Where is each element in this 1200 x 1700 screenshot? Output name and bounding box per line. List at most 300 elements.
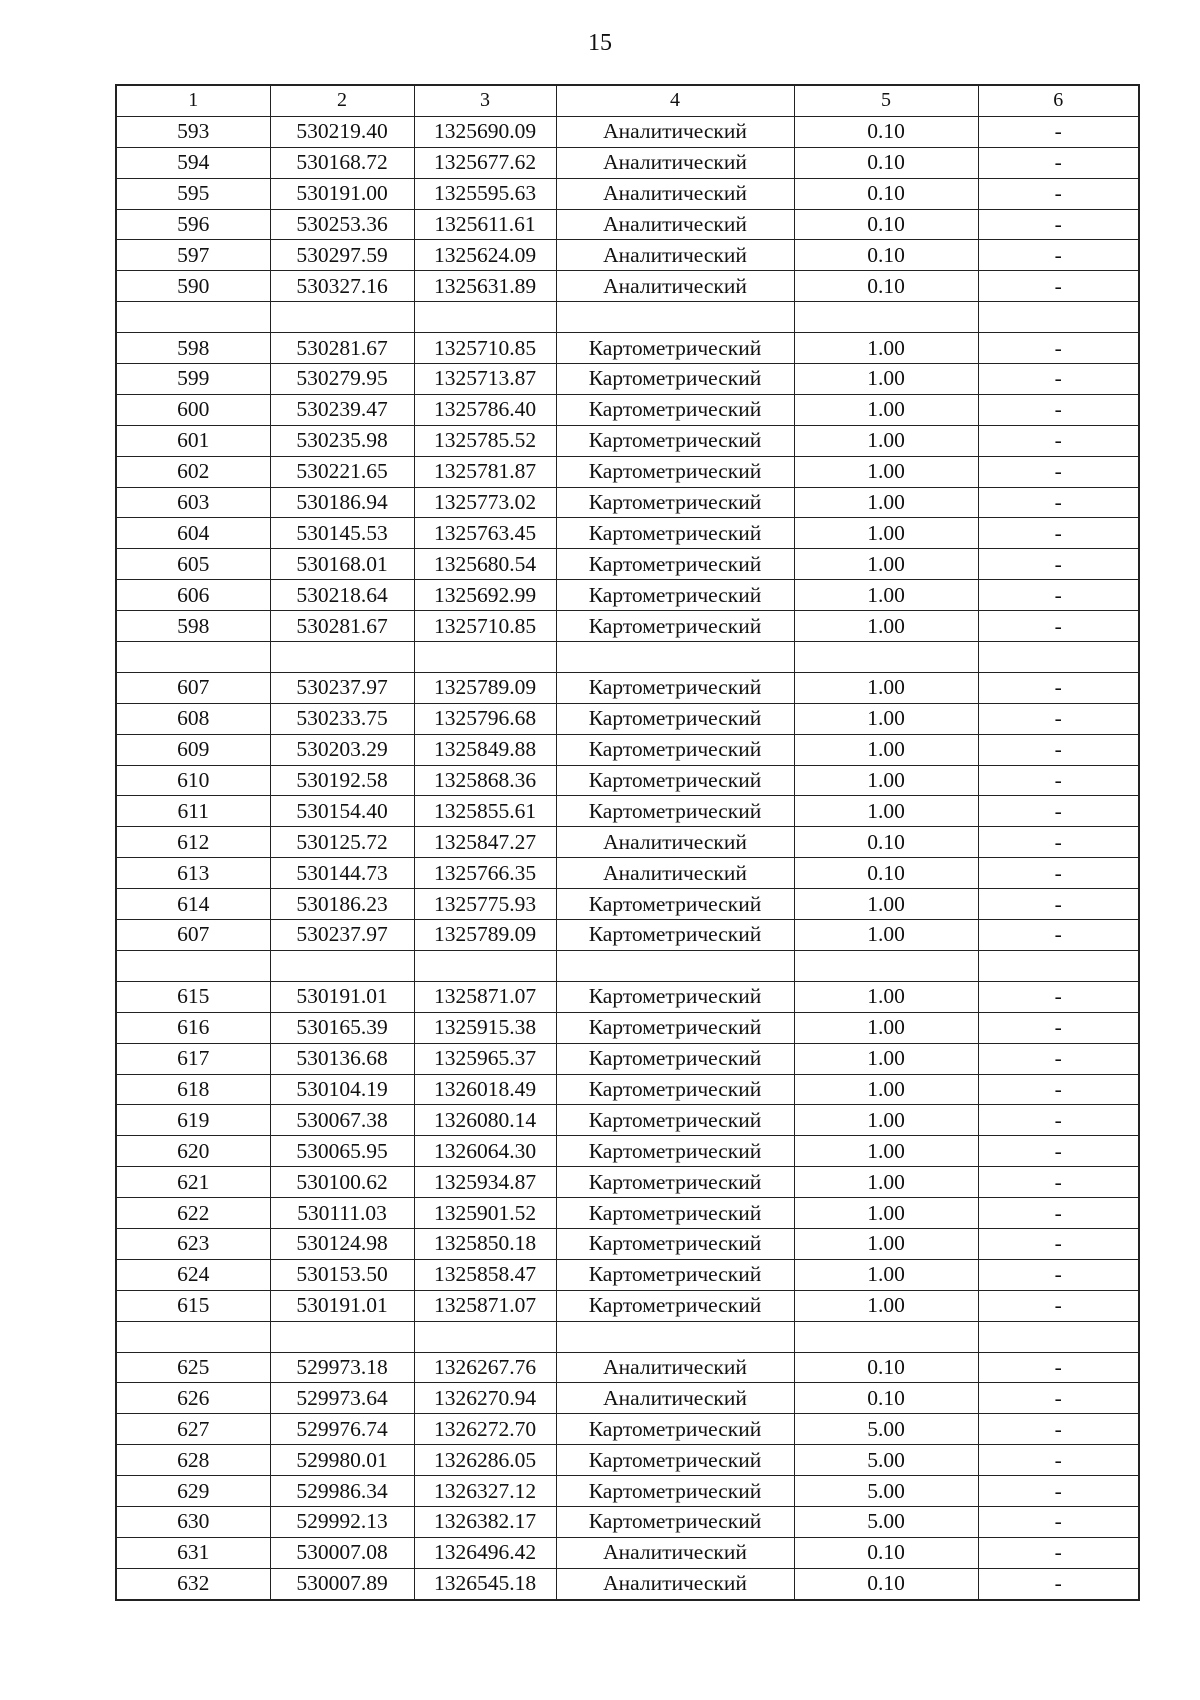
accuracy-cell: 0.10 bbox=[794, 147, 978, 178]
x-coordinate-cell: 530239.47 bbox=[270, 394, 414, 425]
point-number-cell: 615 bbox=[116, 981, 270, 1012]
table-row bbox=[116, 1290, 1139, 1321]
method-cell: Картометрический bbox=[556, 456, 794, 487]
point-number-cell: 601 bbox=[116, 425, 270, 456]
method-cell: Картометрический bbox=[556, 1074, 794, 1105]
accuracy-cell: 1.00 bbox=[794, 796, 978, 827]
x-coordinate-cell: 530153.50 bbox=[270, 1259, 414, 1290]
accuracy-cell: 1.00 bbox=[794, 1043, 978, 1074]
accuracy-cell: 1.00 bbox=[794, 425, 978, 456]
table-row bbox=[116, 209, 1139, 240]
point-number-cell: 603 bbox=[116, 487, 270, 518]
table-row bbox=[116, 796, 1139, 827]
x-coordinate-cell: 530124.98 bbox=[270, 1228, 414, 1259]
y-coordinate-cell: 1325858.47 bbox=[414, 1259, 556, 1290]
table-row bbox=[116, 1228, 1139, 1259]
description-cell: - bbox=[978, 1290, 1139, 1321]
y-coordinate-cell: 1325785.52 bbox=[414, 425, 556, 456]
y-coordinate-cell bbox=[414, 302, 556, 333]
x-coordinate-cell: 530125.72 bbox=[270, 827, 414, 858]
x-coordinate-cell: 530253.36 bbox=[270, 209, 414, 240]
accuracy-cell: 1.00 bbox=[794, 333, 978, 364]
y-coordinate-cell: 1326286.05 bbox=[414, 1445, 556, 1476]
x-coordinate-cell: 529973.64 bbox=[270, 1383, 414, 1414]
description-cell: - bbox=[978, 1074, 1139, 1105]
description-cell: - bbox=[978, 796, 1139, 827]
y-coordinate-cell: 1325934.87 bbox=[414, 1167, 556, 1198]
x-coordinate-cell: 530007.08 bbox=[270, 1537, 414, 1568]
method-cell: Картометрический bbox=[556, 1445, 794, 1476]
point-number-cell: 623 bbox=[116, 1228, 270, 1259]
description-cell: - bbox=[978, 672, 1139, 703]
accuracy-cell: 0.10 bbox=[794, 827, 978, 858]
point-number-cell: 631 bbox=[116, 1537, 270, 1568]
table-row bbox=[116, 302, 1139, 333]
point-number-cell: 609 bbox=[116, 734, 270, 765]
x-coordinate-cell: 530327.16 bbox=[270, 271, 414, 302]
description-cell: - bbox=[978, 1537, 1139, 1568]
description-cell: - bbox=[978, 858, 1139, 889]
accuracy-cell: 5.00 bbox=[794, 1476, 978, 1507]
description-cell: - bbox=[978, 827, 1139, 858]
method-cell: Картометрический bbox=[556, 1506, 794, 1537]
description-cell: - bbox=[978, 1445, 1139, 1476]
point-number-cell: 618 bbox=[116, 1074, 270, 1105]
method-cell: Картометрический bbox=[556, 889, 794, 920]
point-number-cell: 604 bbox=[116, 518, 270, 549]
accuracy-cell: 1.00 bbox=[794, 981, 978, 1012]
method-cell: Картометрический bbox=[556, 611, 794, 642]
x-coordinate-cell: 530100.62 bbox=[270, 1167, 414, 1198]
x-coordinate-cell: 530145.53 bbox=[270, 518, 414, 549]
description-cell: - bbox=[978, 1136, 1139, 1167]
accuracy-cell: 0.10 bbox=[794, 858, 978, 889]
table-row bbox=[116, 518, 1139, 549]
point-number-cell: 608 bbox=[116, 703, 270, 734]
method-cell bbox=[556, 1321, 794, 1352]
description-cell: - bbox=[978, 518, 1139, 549]
x-coordinate-cell: 530186.94 bbox=[270, 487, 414, 518]
description-cell: - bbox=[978, 734, 1139, 765]
x-coordinate-cell: 530218.64 bbox=[270, 580, 414, 611]
method-cell: Картометрический bbox=[556, 1012, 794, 1043]
method-cell: Картометрический bbox=[556, 1476, 794, 1507]
accuracy-cell: 1.00 bbox=[794, 549, 978, 580]
table-row bbox=[116, 1105, 1139, 1136]
accuracy-cell: 0.10 bbox=[794, 1537, 978, 1568]
description-cell: - bbox=[978, 889, 1139, 920]
point-number-cell: 610 bbox=[116, 765, 270, 796]
table-row bbox=[116, 549, 1139, 580]
description-cell: - bbox=[978, 178, 1139, 209]
accuracy-cell: 5.00 bbox=[794, 1445, 978, 1476]
point-number-cell: 628 bbox=[116, 1445, 270, 1476]
table-row bbox=[116, 394, 1139, 425]
y-coordinate-cell: 1325789.09 bbox=[414, 920, 556, 951]
point-number-cell: 615 bbox=[116, 1290, 270, 1321]
accuracy-cell: 0.10 bbox=[794, 1352, 978, 1383]
method-cell: Картометрический bbox=[556, 1043, 794, 1074]
y-coordinate-cell bbox=[414, 642, 556, 673]
accuracy-cell: 1.00 bbox=[794, 889, 978, 920]
y-coordinate-cell: 1325871.07 bbox=[414, 981, 556, 1012]
x-coordinate-cell: 530067.38 bbox=[270, 1105, 414, 1136]
y-coordinate-cell: 1325710.85 bbox=[414, 333, 556, 364]
table-row bbox=[116, 827, 1139, 858]
accuracy-cell: 1.00 bbox=[794, 672, 978, 703]
point-number-cell: 627 bbox=[116, 1414, 270, 1445]
table-row bbox=[116, 1352, 1139, 1383]
description-cell: - bbox=[978, 487, 1139, 518]
accuracy-cell: 1.00 bbox=[794, 518, 978, 549]
x-coordinate-cell: 530235.98 bbox=[270, 425, 414, 456]
point-number-cell: 599 bbox=[116, 364, 270, 395]
x-coordinate-cell: 530186.23 bbox=[270, 889, 414, 920]
accuracy-cell: 5.00 bbox=[794, 1506, 978, 1537]
point-number-cell: 595 bbox=[116, 178, 270, 209]
description-cell: - bbox=[978, 1414, 1139, 1445]
y-coordinate-cell: 1326064.30 bbox=[414, 1136, 556, 1167]
method-cell: Картометрический bbox=[556, 549, 794, 580]
description-cell: - bbox=[978, 456, 1139, 487]
method-cell: Картометрический bbox=[556, 1228, 794, 1259]
x-coordinate-cell bbox=[270, 950, 414, 981]
x-coordinate-cell: 529973.18 bbox=[270, 1352, 414, 1383]
method-cell: Аналитический bbox=[556, 240, 794, 271]
point-number-cell: 598 bbox=[116, 333, 270, 364]
point-number-cell: 617 bbox=[116, 1043, 270, 1074]
x-coordinate-cell: 530297.59 bbox=[270, 240, 414, 271]
description-cell bbox=[978, 642, 1139, 673]
description-cell: - bbox=[978, 765, 1139, 796]
accuracy-cell: 0.10 bbox=[794, 178, 978, 209]
x-coordinate-cell: 530191.01 bbox=[270, 981, 414, 1012]
point-number-cell: 619 bbox=[116, 1105, 270, 1136]
description-cell: - bbox=[978, 147, 1139, 178]
x-coordinate-cell bbox=[270, 642, 414, 673]
x-coordinate-cell bbox=[270, 1321, 414, 1352]
point-number-cell: 620 bbox=[116, 1136, 270, 1167]
x-coordinate-cell: 530281.67 bbox=[270, 333, 414, 364]
table-row bbox=[116, 889, 1139, 920]
method-cell: Картометрический bbox=[556, 1167, 794, 1198]
accuracy-cell: 1.00 bbox=[794, 1074, 978, 1105]
point-number-cell: 605 bbox=[116, 549, 270, 580]
header-cell: 5 bbox=[794, 85, 978, 116]
y-coordinate-cell bbox=[414, 950, 556, 981]
x-coordinate-cell: 530203.29 bbox=[270, 734, 414, 765]
y-coordinate-cell: 1325786.40 bbox=[414, 394, 556, 425]
description-cell: - bbox=[978, 271, 1139, 302]
header-cell: 4 bbox=[556, 85, 794, 116]
method-cell bbox=[556, 950, 794, 981]
method-cell: Картометрический bbox=[556, 518, 794, 549]
method-cell: Картометрический bbox=[556, 1290, 794, 1321]
x-coordinate-cell: 530191.00 bbox=[270, 178, 414, 209]
method-cell: Картометрический bbox=[556, 333, 794, 364]
point-number-cell: 607 bbox=[116, 672, 270, 703]
method-cell: Картометрический bbox=[556, 1136, 794, 1167]
description-cell bbox=[978, 1321, 1139, 1352]
accuracy-cell: 1.00 bbox=[794, 765, 978, 796]
y-coordinate-cell: 1325631.89 bbox=[414, 271, 556, 302]
point-number-cell: 630 bbox=[116, 1506, 270, 1537]
y-coordinate-cell: 1326496.42 bbox=[414, 1537, 556, 1568]
point-number-cell: 626 bbox=[116, 1383, 270, 1414]
accuracy-cell: 0.10 bbox=[794, 240, 978, 271]
x-coordinate-cell: 530065.95 bbox=[270, 1136, 414, 1167]
table-row bbox=[116, 1383, 1139, 1414]
table-row bbox=[116, 271, 1139, 302]
method-cell: Аналитический bbox=[556, 147, 794, 178]
table-row bbox=[116, 1198, 1139, 1229]
description-cell: - bbox=[978, 1383, 1139, 1414]
x-coordinate-cell: 529986.34 bbox=[270, 1476, 414, 1507]
accuracy-cell bbox=[794, 642, 978, 673]
y-coordinate-cell: 1325773.02 bbox=[414, 487, 556, 518]
point-number-cell: 625 bbox=[116, 1352, 270, 1383]
y-coordinate-cell: 1325855.61 bbox=[414, 796, 556, 827]
accuracy-cell: 1.00 bbox=[794, 456, 978, 487]
y-coordinate-cell: 1325710.85 bbox=[414, 611, 556, 642]
table-row bbox=[116, 920, 1139, 951]
point-number-cell: 622 bbox=[116, 1198, 270, 1229]
y-coordinate-cell: 1325901.52 bbox=[414, 1198, 556, 1229]
description-cell: - bbox=[978, 920, 1139, 951]
method-cell: Аналитический bbox=[556, 827, 794, 858]
description-cell: - bbox=[978, 1198, 1139, 1229]
page-number: 15 bbox=[588, 30, 612, 56]
description-cell: - bbox=[978, 333, 1139, 364]
x-coordinate-cell: 529976.74 bbox=[270, 1414, 414, 1445]
point-number-cell: 596 bbox=[116, 209, 270, 240]
coordinates-table bbox=[115, 84, 1140, 1601]
description-cell: - bbox=[978, 240, 1139, 271]
x-coordinate-cell: 530281.67 bbox=[270, 611, 414, 642]
x-coordinate-cell: 530154.40 bbox=[270, 796, 414, 827]
point-number-cell: 616 bbox=[116, 1012, 270, 1043]
point-number-cell: 594 bbox=[116, 147, 270, 178]
method-cell: Картометрический bbox=[556, 1198, 794, 1229]
table-row bbox=[116, 178, 1139, 209]
method-cell: Картометрический bbox=[556, 796, 794, 827]
y-coordinate-cell: 1325677.62 bbox=[414, 147, 556, 178]
x-coordinate-cell: 530233.75 bbox=[270, 703, 414, 734]
point-number-cell: 624 bbox=[116, 1259, 270, 1290]
y-coordinate-cell: 1325763.45 bbox=[414, 518, 556, 549]
method-cell: Аналитический bbox=[556, 1537, 794, 1568]
method-cell: Картометрический bbox=[556, 920, 794, 951]
y-coordinate-cell: 1325766.35 bbox=[414, 858, 556, 889]
table-row bbox=[116, 425, 1139, 456]
accuracy-cell: 0.10 bbox=[794, 271, 978, 302]
accuracy-cell bbox=[794, 302, 978, 333]
method-cell: Картометрический bbox=[556, 580, 794, 611]
table-row bbox=[116, 364, 1139, 395]
table-row bbox=[116, 1414, 1139, 1445]
y-coordinate-cell: 1326327.12 bbox=[414, 1476, 556, 1507]
y-coordinate-cell: 1325624.09 bbox=[414, 240, 556, 271]
description-cell: - bbox=[978, 1352, 1139, 1383]
table-row bbox=[116, 734, 1139, 765]
x-coordinate-cell bbox=[270, 302, 414, 333]
point-number-cell: 621 bbox=[116, 1167, 270, 1198]
description-cell: - bbox=[978, 1043, 1139, 1074]
point-number-cell: 611 bbox=[116, 796, 270, 827]
method-cell bbox=[556, 302, 794, 333]
y-coordinate-cell: 1325775.93 bbox=[414, 889, 556, 920]
accuracy-cell bbox=[794, 950, 978, 981]
y-coordinate-cell bbox=[414, 1321, 556, 1352]
table-row bbox=[116, 1445, 1139, 1476]
point-number-cell bbox=[116, 1321, 270, 1352]
y-coordinate-cell: 1325850.18 bbox=[414, 1228, 556, 1259]
accuracy-cell: 0.10 bbox=[794, 116, 978, 147]
description-cell: - bbox=[978, 1259, 1139, 1290]
method-cell: Картометрический bbox=[556, 1105, 794, 1136]
point-number-cell: 629 bbox=[116, 1476, 270, 1507]
x-coordinate-cell: 529992.13 bbox=[270, 1506, 414, 1537]
table-row bbox=[116, 1321, 1139, 1352]
point-number-cell: 593 bbox=[116, 116, 270, 147]
method-cell: Картометрический bbox=[556, 364, 794, 395]
y-coordinate-cell: 1325796.68 bbox=[414, 703, 556, 734]
method-cell: Картометрический bbox=[556, 981, 794, 1012]
x-coordinate-cell: 530237.97 bbox=[270, 920, 414, 951]
point-number-cell: 602 bbox=[116, 456, 270, 487]
accuracy-cell: 1.00 bbox=[794, 920, 978, 951]
description-cell: - bbox=[978, 1105, 1139, 1136]
description-cell: - bbox=[978, 1167, 1139, 1198]
header-cell: 3 bbox=[414, 85, 556, 116]
accuracy-cell: 1.00 bbox=[794, 1136, 978, 1167]
accuracy-cell: 1.00 bbox=[794, 1259, 978, 1290]
table-row bbox=[116, 487, 1139, 518]
accuracy-cell: 0.10 bbox=[794, 209, 978, 240]
method-cell: Аналитический bbox=[556, 271, 794, 302]
y-coordinate-cell: 1325847.27 bbox=[414, 827, 556, 858]
y-coordinate-cell: 1326545.18 bbox=[414, 1568, 556, 1599]
table-row bbox=[116, 116, 1139, 147]
point-number-cell: 600 bbox=[116, 394, 270, 425]
method-cell: Картометрический bbox=[556, 734, 794, 765]
description-cell: - bbox=[978, 981, 1139, 1012]
accuracy-cell: 1.00 bbox=[794, 703, 978, 734]
x-coordinate-cell: 530168.01 bbox=[270, 549, 414, 580]
accuracy-cell: 0.10 bbox=[794, 1383, 978, 1414]
description-cell: - bbox=[978, 1476, 1139, 1507]
method-cell: Картометрический bbox=[556, 703, 794, 734]
method-cell: Картометрический bbox=[556, 394, 794, 425]
x-coordinate-cell: 530237.97 bbox=[270, 672, 414, 703]
description-cell: - bbox=[978, 1012, 1139, 1043]
accuracy-cell: 1.00 bbox=[794, 1105, 978, 1136]
table-row bbox=[116, 1167, 1139, 1198]
table-row bbox=[116, 703, 1139, 734]
y-coordinate-cell: 1325611.61 bbox=[414, 209, 556, 240]
y-coordinate-cell: 1325692.99 bbox=[414, 580, 556, 611]
table-row bbox=[116, 1012, 1139, 1043]
description-cell bbox=[978, 302, 1139, 333]
table-row bbox=[116, 1074, 1139, 1105]
x-coordinate-cell: 530221.65 bbox=[270, 456, 414, 487]
point-number-cell bbox=[116, 302, 270, 333]
table-row bbox=[116, 147, 1139, 178]
y-coordinate-cell: 1325915.38 bbox=[414, 1012, 556, 1043]
accuracy-cell: 5.00 bbox=[794, 1414, 978, 1445]
header-cell: 1 bbox=[116, 85, 270, 116]
x-coordinate-cell: 530168.72 bbox=[270, 147, 414, 178]
y-coordinate-cell: 1325871.07 bbox=[414, 1290, 556, 1321]
accuracy-cell: 1.00 bbox=[794, 487, 978, 518]
y-coordinate-cell: 1325713.87 bbox=[414, 364, 556, 395]
y-coordinate-cell: 1326267.76 bbox=[414, 1352, 556, 1383]
y-coordinate-cell: 1325781.87 bbox=[414, 456, 556, 487]
x-coordinate-cell: 530191.01 bbox=[270, 1290, 414, 1321]
accuracy-cell: 1.00 bbox=[794, 394, 978, 425]
method-cell: Картометрический bbox=[556, 672, 794, 703]
accuracy-cell: 0.10 bbox=[794, 1568, 978, 1599]
accuracy-cell: 1.00 bbox=[794, 1228, 978, 1259]
table-row bbox=[116, 1506, 1139, 1537]
y-coordinate-cell: 1326382.17 bbox=[414, 1506, 556, 1537]
method-cell: Картометрический bbox=[556, 487, 794, 518]
description-cell: - bbox=[978, 580, 1139, 611]
point-number-cell: 613 bbox=[116, 858, 270, 889]
method-cell bbox=[556, 642, 794, 673]
description-cell: - bbox=[978, 1568, 1139, 1599]
description-cell: - bbox=[978, 209, 1139, 240]
table-row bbox=[116, 1568, 1139, 1599]
method-cell: Картометрический bbox=[556, 1414, 794, 1445]
y-coordinate-cell: 1325789.09 bbox=[414, 672, 556, 703]
point-number-cell: 607 bbox=[116, 920, 270, 951]
table-row bbox=[116, 456, 1139, 487]
point-number-cell bbox=[116, 642, 270, 673]
x-coordinate-cell: 530144.73 bbox=[270, 858, 414, 889]
table-row bbox=[116, 858, 1139, 889]
y-coordinate-cell: 1326018.49 bbox=[414, 1074, 556, 1105]
description-cell bbox=[978, 950, 1139, 981]
y-coordinate-cell: 1325595.63 bbox=[414, 178, 556, 209]
table-row bbox=[116, 240, 1139, 271]
header-cell: 6 bbox=[978, 85, 1139, 116]
y-coordinate-cell: 1326080.14 bbox=[414, 1105, 556, 1136]
point-number-cell: 606 bbox=[116, 580, 270, 611]
x-coordinate-cell: 530104.19 bbox=[270, 1074, 414, 1105]
method-cell: Аналитический bbox=[556, 116, 794, 147]
y-coordinate-cell: 1326272.70 bbox=[414, 1414, 556, 1445]
y-coordinate-cell: 1326270.94 bbox=[414, 1383, 556, 1414]
point-number-cell: 614 bbox=[116, 889, 270, 920]
accuracy-cell: 1.00 bbox=[794, 364, 978, 395]
method-cell: Картометрический bbox=[556, 1259, 794, 1290]
table-row bbox=[116, 1476, 1139, 1507]
accuracy-cell: 1.00 bbox=[794, 1290, 978, 1321]
method-cell: Аналитический bbox=[556, 1352, 794, 1383]
point-number-cell: 590 bbox=[116, 271, 270, 302]
point-number-cell: 598 bbox=[116, 611, 270, 642]
method-cell: Аналитический bbox=[556, 1383, 794, 1414]
x-coordinate-cell: 530007.89 bbox=[270, 1568, 414, 1599]
table-row bbox=[116, 611, 1139, 642]
method-cell: Аналитический bbox=[556, 209, 794, 240]
description-cell: - bbox=[978, 364, 1139, 395]
accuracy-cell: 1.00 bbox=[794, 580, 978, 611]
y-coordinate-cell: 1325680.54 bbox=[414, 549, 556, 580]
table-row bbox=[116, 580, 1139, 611]
accuracy-cell bbox=[794, 1321, 978, 1352]
